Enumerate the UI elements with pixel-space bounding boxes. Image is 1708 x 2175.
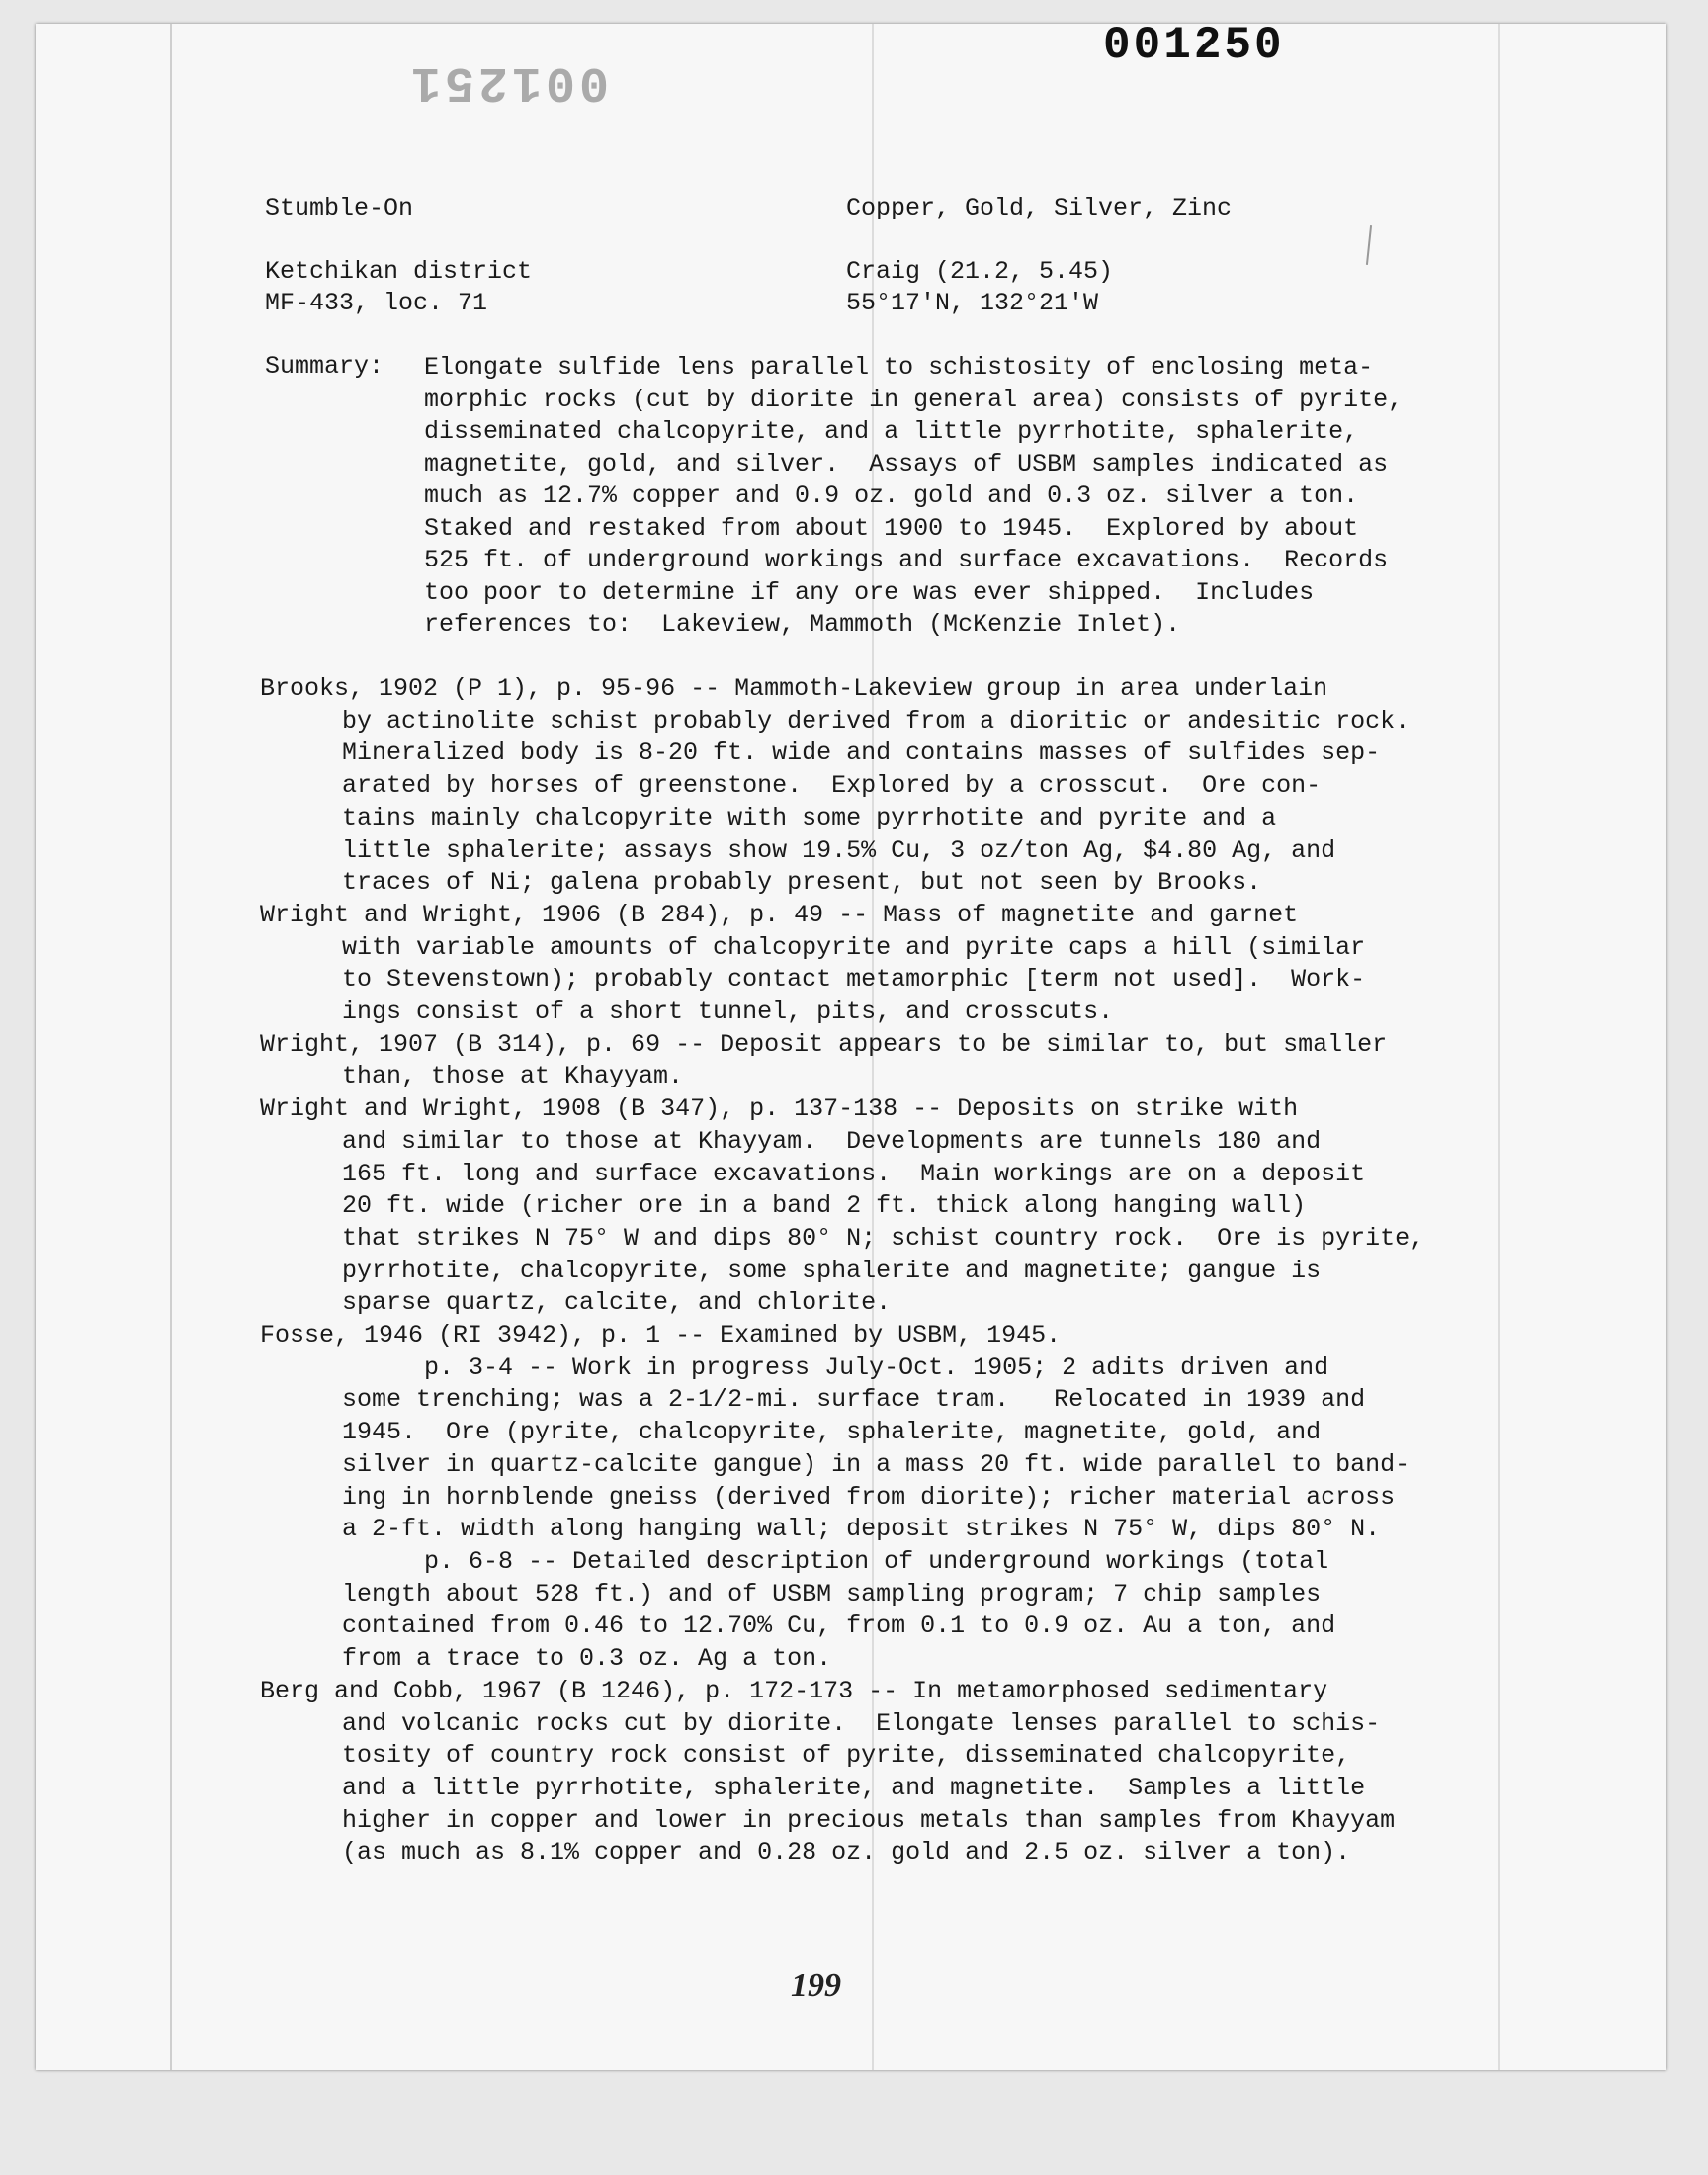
reference-line: Fosse, 1946 (RI 3942), p. 1 -- Examined by USBM, 1945.: [260, 1321, 1062, 1350]
document-number-ghost-stamp: 001251: [407, 53, 610, 110]
reference-line: tosity of country rock consist of pyrite, disseminated chalcopyrite,: [342, 1741, 1351, 1771]
summary-line: too poor to determine if any ore was ever shipped. Includes: [424, 577, 1315, 607]
reference-line: and similar to those at Khayyam. Developments are tunnels 180 and: [342, 1126, 1322, 1156]
quadrangle: Craig (21.2, 5.45): [846, 257, 1114, 286]
map-reference: MF-433, loc. 71: [265, 289, 488, 317]
summary-line: Elongate sulfide lens parallel to schistosity of enclosing meta-: [424, 353, 1374, 382]
reference-line: p. 3-4 -- Work in progress July-Oct. 1905; 2 adits driven and: [424, 1352, 1329, 1382]
reference-line: Berg and Cobb, 1967 (B 1246), p. 172-173 -- In metamorphosed sedimentary: [260, 1676, 1328, 1705]
document-number-stamp: 001250: [1103, 20, 1285, 71]
summary-line: much as 12.7% copper and 0.9 oz. gold and 0.3 oz. silver a ton.: [424, 481, 1359, 510]
reference-line: 20 ft. wide (richer ore in a band 2 ft. thick along hanging wall): [342, 1191, 1307, 1221]
reference-line: than, those at Khayyam.: [342, 1062, 684, 1091]
reference-line: little sphalerite; assays show 19.5% Cu, 3 oz/ton Ag, $4.80 Ag, and: [342, 835, 1336, 865]
summary-line: morphic rocks (cut by diorite in general area) consists of pyrite,: [424, 385, 1404, 414]
reference-line: ings consist of a short tunnel, pits, and crosscuts.: [342, 998, 1114, 1027]
reference-line: and volcanic rocks cut by diorite. Elongate lenses parallel to schis-: [342, 1708, 1381, 1738]
reference-line: Wright, 1907 (B 314), p. 69 -- Deposit appears to be similar to, but smaller: [260, 1029, 1388, 1059]
property-name: Stumble-On: [265, 194, 414, 222]
summary-text: [424, 352, 1541, 642]
reference-line: a 2-ft. width along hanging wall; deposit strikes N 75° W, dips 80° N.: [342, 1515, 1381, 1544]
reference-line: length about 528 ft.) and of USBM sampling program; 7 chip samples: [342, 1579, 1322, 1609]
reference-line: sparse quartz, calcite, and chlorite.: [342, 1288, 892, 1318]
reference-line: some trenching; was a 2-1/2-mi. surface tram. Relocated in 1939 and: [342, 1385, 1366, 1415]
summary-line: Staked and restaked from about 1900 to 1945. Explored by about: [424, 513, 1359, 543]
summary-line: 525 ft. of underground workings and surface excavations. Records: [424, 546, 1389, 574]
coordinates: 55°17'N, 132°21'W: [846, 289, 1099, 317]
reference-line: with variable amounts of chalcopyrite and pyrite caps a hill (similar: [342, 932, 1366, 962]
summary-label: Summary:: [265, 352, 384, 381]
references-list: [260, 673, 1545, 1870]
summary-line: disseminated chalcopyrite, and a little pyrrhotite, sphalerite,: [424, 417, 1359, 446]
summary-line: references to: Lakeview, Mammoth (McKenzie Inlet).: [424, 610, 1181, 639]
reference-line: by actinolite schist probably derived from a dioritic or andesitic rock.: [342, 706, 1410, 736]
reference-line: traces of Ni; galena probably present, but not seen by Brooks.: [342, 868, 1262, 898]
reference-line: silver in quartz-calcite gangue) in a mass 20 ft. wide parallel to band-: [342, 1449, 1410, 1479]
reference-line: tains mainly chalcopyrite with some pyrrhotite and pyrite and a: [342, 803, 1277, 832]
reference-line: to Stevenstown); probably contact metamorphic [term not used]. Work-: [342, 965, 1366, 995]
reference-line: Brooks, 1902 (P 1), p. 95-96 -- Mammoth-Lakeview group in area underlain: [260, 674, 1328, 703]
summary-line: magnetite, gold, and silver. Assays of USBM samples indicated as: [424, 449, 1389, 478]
reference-line: Wright and Wright, 1908 (B 347), p. 137-138 -- Deposits on strike with: [260, 1094, 1299, 1124]
reference-line: pyrrhotite, chalcopyrite, some sphalerite and magnetite; gangue is: [342, 1256, 1322, 1285]
reference-line: higher in copper and lower in precious metals than samples from Khayyam: [342, 1805, 1396, 1835]
reference-line: 1945. Ore (pyrite, chalcopyrite, sphalerite, magnetite, gold, and: [342, 1418, 1322, 1447]
reference-line: that strikes N 75° W and dips 80° N; schist country rock. Ore is pyrite,: [342, 1223, 1425, 1253]
reference-line: and a little pyrrhotite, sphalerite, and magnetite. Samples a little: [342, 1773, 1366, 1802]
district: Ketchikan district: [265, 257, 533, 286]
reference-line: ing in hornblende gneiss (derived from diorite); richer material across: [342, 1482, 1396, 1512]
reference-line: Mineralized body is 8-20 ft. wide and contains masses of sulfides sep-: [342, 739, 1381, 768]
reference-line: p. 6-8 -- Detailed description of underground workings (total: [424, 1546, 1329, 1576]
reference-line: from a trace to 0.3 oz. Ag a ton.: [342, 1644, 832, 1674]
reference-line: 165 ft. long and surface excavations. Main workings are on a deposit: [342, 1159, 1366, 1188]
commodities: Copper, Gold, Silver, Zinc: [846, 194, 1233, 222]
reference-line: Wright and Wright, 1906 (B 284), p. 49 -- Mass of magnetite and garnet: [260, 900, 1299, 929]
scan-artifact-line: [170, 24, 172, 2070]
reference-line: (as much as 8.1% copper and 0.28 oz. gold and 2.5 oz. silver a ton).: [342, 1838, 1351, 1868]
reference-line: arated by horses of greenstone. Explored by a crosscut. Ore con-: [342, 771, 1322, 801]
reference-line: contained from 0.46 to 12.70% Cu, from 0.1 to 0.9 oz. Au a ton, and: [342, 1611, 1336, 1641]
page-number: 199: [791, 1967, 841, 2004]
